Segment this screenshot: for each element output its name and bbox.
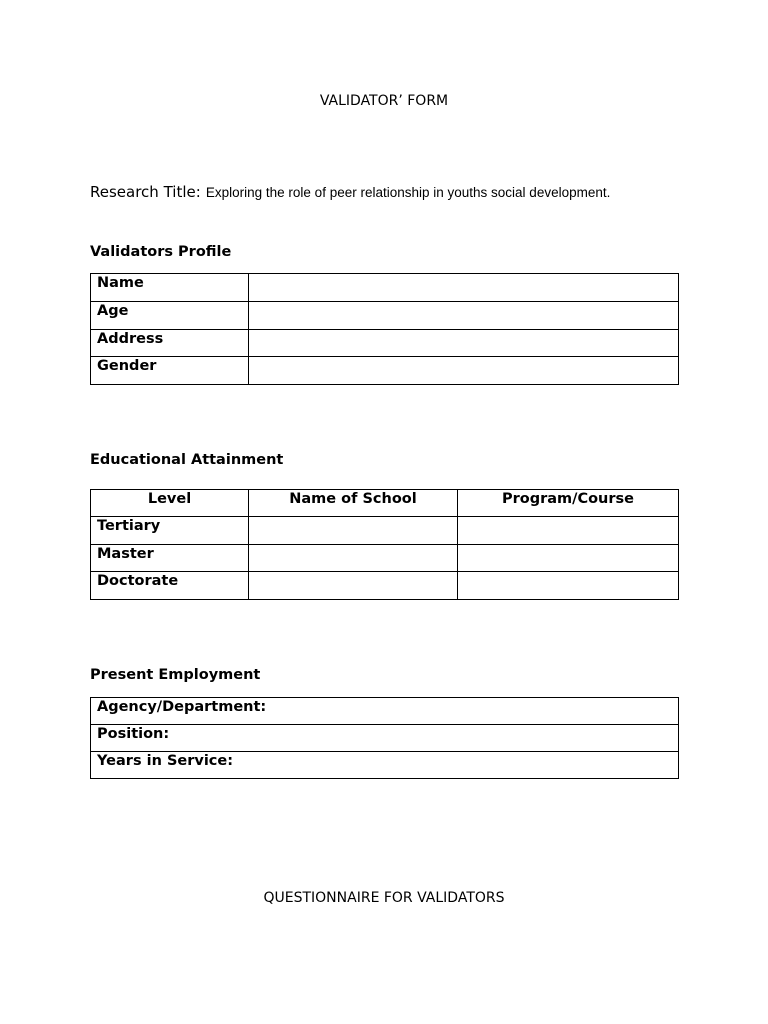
employment-agency-field[interactable]: Agency/Department:	[91, 698, 679, 725]
column-header-program: Program/Course	[458, 490, 679, 517]
master-program-cell[interactable]	[458, 545, 679, 572]
table-row	[91, 545, 679, 572]
master-school-cell[interactable]	[249, 545, 458, 572]
table-row	[91, 274, 679, 302]
table-row	[91, 302, 679, 330]
doctorate-program-cell[interactable]	[458, 572, 679, 600]
validators-profile-table	[90, 273, 679, 385]
research-title-value: Exploring the role of peer relationship in youths social development.	[205, 185, 611, 200]
educational-attainment-heading: Educational Attainment	[90, 452, 284, 468]
table-row	[91, 752, 679, 779]
education-level-tertiary: Tertiary	[91, 517, 249, 545]
questionnaire-title: QUESTIONNAIRE FOR VALIDATORS	[263, 890, 505, 906]
table-row	[91, 698, 679, 725]
tertiary-program-cell[interactable]	[458, 517, 679, 545]
employment-position-field[interactable]: Position:	[91, 725, 679, 752]
form-title: VALIDATOR’ FORM	[319, 93, 449, 109]
profile-value-age[interactable]	[249, 302, 679, 330]
column-header-level: Level	[91, 490, 249, 517]
profile-value-address[interactable]	[249, 330, 679, 357]
table-row	[91, 330, 679, 357]
present-employment-table	[90, 697, 679, 779]
employment-years-field[interactable]: Years in Service:	[91, 752, 679, 779]
table-row	[91, 572, 679, 600]
column-header-school: Name of School	[249, 490, 458, 517]
profile-label-address: Address	[91, 330, 249, 357]
profile-label-gender: Gender	[91, 357, 249, 385]
education-level-doctorate: Doctorate	[91, 572, 249, 600]
table-row	[91, 517, 679, 545]
profile-label-age: Age	[91, 302, 249, 330]
doctorate-school-cell[interactable]	[249, 572, 458, 600]
profile-value-gender[interactable]	[249, 357, 679, 385]
table-row	[91, 357, 679, 385]
tertiary-school-cell[interactable]	[249, 517, 458, 545]
validators-profile-heading: Validators Profile	[90, 244, 232, 260]
education-level-master: Master	[91, 545, 249, 572]
educational-attainment-table	[90, 489, 679, 600]
research-title-label: Research Title:	[90, 183, 201, 201]
profile-label-name: Name	[91, 274, 249, 302]
table-row	[91, 725, 679, 752]
research-title-line	[90, 182, 610, 201]
present-employment-heading: Present Employment	[90, 667, 261, 683]
profile-value-name[interactable]	[249, 274, 679, 302]
table-header-row	[91, 490, 679, 517]
